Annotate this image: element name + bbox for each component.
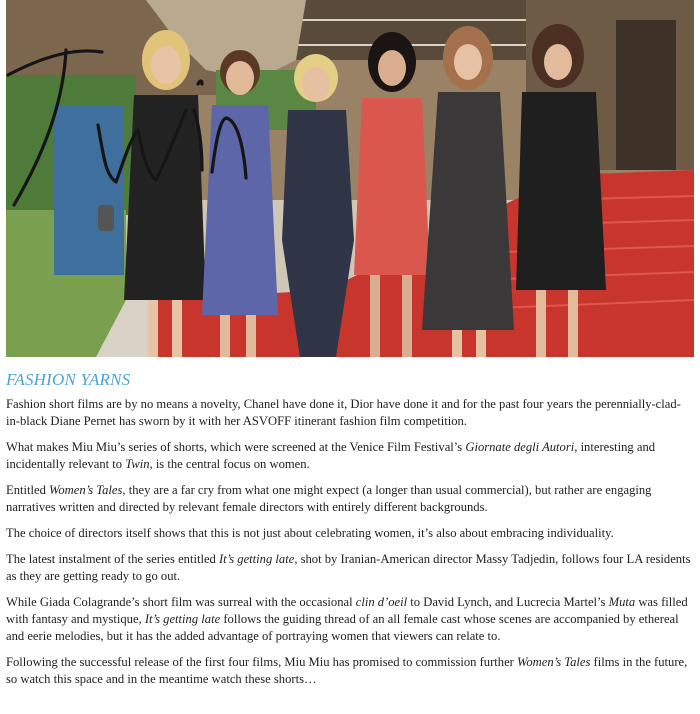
paragraph-text-segment: Giornate degli Autori: [465, 440, 575, 454]
paragraph-text-segment: , is the central focus on women.: [149, 457, 310, 471]
paragraph-1: [6, 396, 694, 430]
paragraph-text-segment: follows the guiding thread of an all female cast whose scenes are accompanied by ethereal and eerie melodies, but it has the added advantage of portraying women that viewers can relate to.: [6, 612, 679, 643]
article-body: [6, 370, 694, 697]
paragraph-3: [6, 482, 694, 516]
paragraph-text-segment: Women’s Tales: [517, 655, 591, 669]
blue-panel: [54, 105, 124, 275]
paragraph-text-segment: Entitled: [6, 483, 50, 497]
paragraph-2: [6, 439, 694, 473]
paragraph-text-segment: , shot by Iranian-American director Massy Tadjedin, follows four LA residents as they are getting ready to go out.: [6, 552, 691, 583]
paragraph-5: [6, 551, 694, 585]
paragraph-text-segment: While Giada Colagrande’s short film was surreal with the occasional: [6, 595, 356, 609]
paragraph-text-segment: What makes Miu Miu’s series of shorts, which were screened at the Venice Film Festival’s: [6, 440, 466, 454]
paragraph-text-segment: The latest instalment of the series entitled: [6, 552, 219, 566]
paragraph-text-segment: , they are a far cry from what one might expect (a longer than usual commercial), but rather are engaging narratives written and directed by relevant female directors with entirely different backgrounds.: [6, 483, 652, 514]
paragraph-text-segment: Fashion short films are by no means a novelty, Chanel have done it, Dior have done it and for the past four years the perennially-clad-in-black Diane Pernet has sworn by it with her ASVOFF itinerant fashion film competition.: [6, 397, 681, 428]
paragraph-text-segment: The choice of directors itself shows that this is not just about celebrating women, it’s also about embracing individuality.: [6, 526, 614, 540]
paragraph-text-segment: films in the future, so watch this space and in the meantime watch these shorts…: [6, 655, 688, 686]
paragraph-text-segment: Following the successful release of the first four films, Miu Miu has promised to commission further: [6, 655, 518, 669]
paragraph-text-segment: Women’s Tales: [49, 483, 123, 497]
paragraph-text-segment: was filled with fantasy and mystique,: [6, 595, 688, 626]
paragraph-text-segment: Muta: [608, 595, 636, 609]
paragraph-text-segment: clin d’oeil: [355, 595, 408, 609]
section-headline: FASHION YARNS: [6, 370, 131, 389]
paragraph-text-segment: Twin: [125, 457, 150, 471]
paragraph-6: [6, 594, 694, 645]
paragraph-4: [6, 525, 694, 542]
group-photo-illustration: [6, 0, 694, 357]
paragraph-text-segment: It’s getting late: [144, 612, 221, 626]
group-photo: [6, 0, 694, 357]
paragraph-text-segment: to David Lynch, and Lucrecia Martel’s: [407, 595, 609, 609]
paragraph-text-segment: , interesting and incidentally relevant to: [6, 440, 656, 471]
paragraph-7: [6, 654, 694, 688]
paragraph-text-segment: It’s getting late: [218, 552, 295, 566]
